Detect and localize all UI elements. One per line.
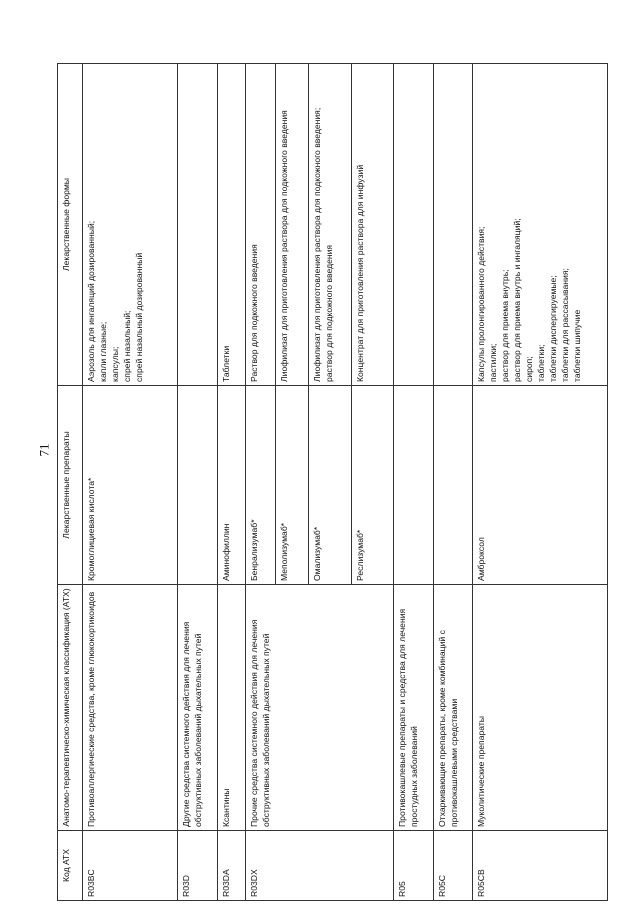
cell-drug xyxy=(434,386,473,585)
cell-forms xyxy=(473,64,608,386)
cell-drug: Омализумаб* xyxy=(309,386,352,585)
cell-code: R05 xyxy=(394,831,434,901)
table-row xyxy=(473,64,608,901)
form-line: Лиофилизат для приготовления раствора для подкожного введения xyxy=(279,110,289,382)
form-line: пастилки; xyxy=(488,343,499,382)
form-line: Раствор для подкожного введения xyxy=(249,244,259,382)
table-row xyxy=(434,64,473,901)
form-line: таблетки для рассасывания; xyxy=(560,268,571,382)
cell-atc: Противоаллергические средства, кроме глюкокортикоидов xyxy=(83,585,178,831)
cell-drug: Амброксол xyxy=(473,386,608,585)
form-line: спрей назальный; xyxy=(122,310,133,382)
form-line: таблетки шипучие xyxy=(572,309,583,382)
form-line: Концентрат для приготовления раствора для инфузий xyxy=(355,164,365,382)
form-line: раствор для приема внутрь и ингаляций; xyxy=(512,218,523,382)
table-header-row xyxy=(58,64,83,901)
header-atc: Анатомо-терапевтическо-химическая классификация (АТХ) xyxy=(58,585,83,831)
table-row xyxy=(246,64,276,901)
cell-forms xyxy=(434,64,473,386)
header-forms: Лекарственные формы xyxy=(58,64,83,386)
form-line: сироп; xyxy=(524,356,535,382)
cell-drug: Бенрализумаб* xyxy=(246,386,276,585)
drug-table-rotated xyxy=(57,64,583,901)
form-line: Лиофилизат для приготовления раствора для подкожного введения; xyxy=(312,107,322,382)
cell-drug xyxy=(178,386,218,585)
cell-forms xyxy=(309,64,352,386)
cell-atc: Муколитические препараты xyxy=(473,585,608,831)
form-line: капсулы; xyxy=(110,346,121,382)
cell-code: R03DA xyxy=(218,831,246,901)
drug-table xyxy=(57,63,608,901)
page-number: 71 xyxy=(36,443,52,457)
cell-drug: Аминофиллин xyxy=(218,386,246,585)
table-row xyxy=(394,64,434,901)
cell-code: R05CB xyxy=(473,831,608,901)
cell-drug: Реслизумаб* xyxy=(352,386,394,585)
form-line: Капсулы пролонгированного действия; xyxy=(476,226,486,382)
cell-atc: Противокашлевые препараты и средства для лечения простудных заболеваний xyxy=(394,585,434,831)
cell-atc: Ксантины xyxy=(218,585,246,831)
cell-drug xyxy=(394,386,434,585)
cell-atc: Другие средства системного действия для лечения обструктивных заболеваний дыхательных путей xyxy=(178,585,218,831)
cell-forms xyxy=(246,64,276,386)
table-row xyxy=(218,64,246,901)
cell-forms xyxy=(83,64,178,386)
cell-forms xyxy=(352,64,394,386)
cell-drug: Меполизумаб* xyxy=(276,386,309,585)
cell-forms xyxy=(394,64,434,386)
cell-forms xyxy=(276,64,309,386)
cell-code: R03DX xyxy=(246,831,394,901)
header-drugs: Лекарственные препараты xyxy=(58,386,83,585)
form-line: таблетки; xyxy=(536,344,547,382)
cell-drug: Кромоглициевая кислота* xyxy=(83,386,178,585)
cell-atc: Отхаркивающие препараты, кроме комбинаций с противокашлевыми средствами xyxy=(434,585,473,831)
form-line: таблетки диспергируемые; xyxy=(548,275,559,382)
form-line: Аэрозоль для ингаляций дозированный; xyxy=(86,220,96,382)
table-row xyxy=(178,64,218,901)
cell-code: R05C xyxy=(434,831,473,901)
table-row xyxy=(83,64,178,901)
form-line: раствор для подкожного введения xyxy=(324,244,335,382)
form-line: раствор для приема внутрь; xyxy=(500,269,511,382)
form-line: Таблетки xyxy=(221,345,231,382)
form-line: капли глазные; xyxy=(98,321,109,382)
cell-code: R03BC xyxy=(83,831,178,901)
cell-forms xyxy=(178,64,218,386)
form-line: спрей назальный дозированный xyxy=(134,252,145,382)
cell-forms xyxy=(218,64,246,386)
cell-atc: Прочие средства системного действия для лечения обструктивных заболеваний дыхательных путей xyxy=(246,585,394,831)
header-code: Код АТХ xyxy=(58,831,83,901)
cell-code: R03D xyxy=(178,831,218,901)
